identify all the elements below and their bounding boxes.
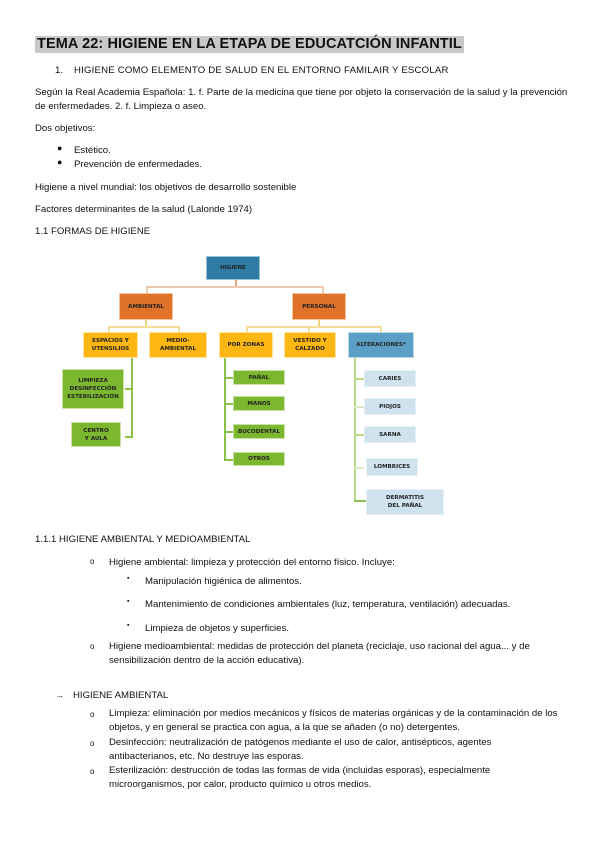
desinfeccion-item: Desinfección: neutralización de patógenos mediante el uso de calor, antisépticos, agentes antibacterianos, etc. No destruye las esporas.	[109, 737, 492, 762]
diagram-node-alteracion: CARIES	[364, 370, 416, 387]
connector	[131, 358, 133, 438]
diagram-node-alteracion: LOMBRICES	[366, 458, 418, 476]
diagram-node-zona: OTROS	[233, 452, 285, 466]
bullet-icon: ●	[57, 157, 63, 167]
square-bullet-icon: ▪	[127, 598, 130, 605]
medioambiental-text: Higiene medioambiental: medidas de protección del planeta (reciclaje, uso racional del agua... y de sensibilización dentro de la acción educativa).	[109, 641, 530, 666]
section-111-heading: 1.1.1 HIGIENE AMBIENTAL Y MEDIOAMBIENTAL	[35, 534, 251, 545]
mundial-text: Higiene a nivel mundial: los objetivos de desarrollo sostenible	[35, 182, 297, 193]
diagram-node-personal: PERSONAL	[292, 293, 346, 320]
connector	[235, 279, 237, 286]
ambiental-text: Higiene ambiental: limpieza y protección del entorno físico. Incluye:	[109, 557, 395, 568]
diagram-node-espacios: ESPACIOS Y UTENSILIOS	[83, 332, 138, 358]
connector	[354, 378, 364, 380]
connector	[354, 467, 364, 469]
connector	[246, 326, 382, 328]
square-bullet-icon: ▪	[127, 622, 130, 629]
factores-text: Factores determinantes de la salud (Lalonde 1974)	[35, 204, 253, 215]
diagram-node-alteracion: SARNA	[364, 426, 416, 443]
arrow-icon: →	[55, 690, 64, 700]
formas-heading: 1.1 FORMAS DE HIGIENE	[35, 226, 151, 237]
bullet-icon: ●	[57, 143, 63, 153]
circle-bullet-icon: o	[90, 557, 95, 566]
connector	[146, 286, 324, 288]
diagram-node-zona: MANOS	[233, 396, 285, 411]
diagram-node-ambiental: AMBIENTAL	[119, 293, 173, 320]
square-bullet-icon: ▪	[127, 575, 130, 582]
diagram-node-centro: CENTRO Y AULA	[71, 422, 121, 447]
diagram-node-alteracion: PIOJOS	[364, 398, 416, 415]
section-number: 1.	[55, 65, 64, 76]
objective-item: Estético.	[74, 145, 111, 156]
diagram-node-vestido: VESTIDO Y CALZADO	[284, 332, 336, 358]
diagram-node-root: HIGIENE	[206, 256, 260, 280]
ambiental-item: Mantenimiento de condiciones ambientales (luz, temperatura, ventilación) adecuadas.	[145, 599, 511, 610]
diagram-node-por-zonas: POR ZONAS	[219, 332, 273, 358]
section-heading: HIGIENE COMO ELEMENTO DE SALUD EN EL ENTORNO FAMILAIR Y ESCOLAR	[74, 65, 449, 76]
diagram-node-alteracion: DERMATITIS DEL PAÑAL	[366, 489, 444, 515]
connector	[125, 388, 133, 390]
objectives-label: Dos objetivos:	[35, 123, 96, 134]
connector	[354, 500, 366, 502]
higiene-ambiental-heading: HIGIENE AMBIENTAL	[73, 690, 169, 701]
diagram-node-alteraciones: ALTERACIONES*	[348, 332, 414, 358]
connector	[108, 326, 180, 328]
connector	[354, 406, 364, 408]
circle-bullet-icon: o	[90, 710, 95, 719]
diagram-node-zona: PAÑAL	[233, 370, 285, 385]
diagram-node-medioambiental: MEDIO-AMBIENTAL	[149, 332, 207, 358]
connector	[354, 434, 364, 436]
circle-bullet-icon: o	[90, 739, 95, 748]
circle-bullet-icon: o	[90, 767, 95, 776]
ambiental-item: Manipulación higiénica de alimentos.	[145, 576, 302, 587]
circle-bullet-icon: o	[90, 642, 95, 651]
connector	[224, 358, 226, 461]
limpieza-item: Limpieza: eliminación por medios mecánicos y físicos de materias orgánicas y de la contaminación de los objetos, y en general se practica con agua, a la que se añaden (o no) detergentes.	[109, 708, 558, 733]
connector	[125, 436, 133, 438]
diagram-node-zona: BUCODENTAL	[233, 424, 285, 439]
rae-paragraph: Según la Real Academia Española: 1. f. Parte de la medicina que tiene por objeto la conservación de la salud y la prevención de enfermedades. 2. f. Limpieza o aseo.	[35, 87, 568, 112]
page-title: TEMA 22: HIGIENE EN LA ETAPA DE EDUCATCIÓN INFANTIL	[37, 36, 462, 52]
esterilizacion-item: Esterilización: destrucción de todas las formas de vida (incluidas esporas), especialmente microorganismos, por calor, producto químico u otros medios.	[109, 765, 491, 790]
diagram-node-limpieza: LIMPIEZA DESINFECCIÓN ESTERILIZACIÓN	[62, 369, 124, 409]
objective-item: Prevención de enfermedades.	[74, 159, 202, 170]
ambiental-item: Limpieza de objetos y superficies.	[145, 623, 289, 634]
